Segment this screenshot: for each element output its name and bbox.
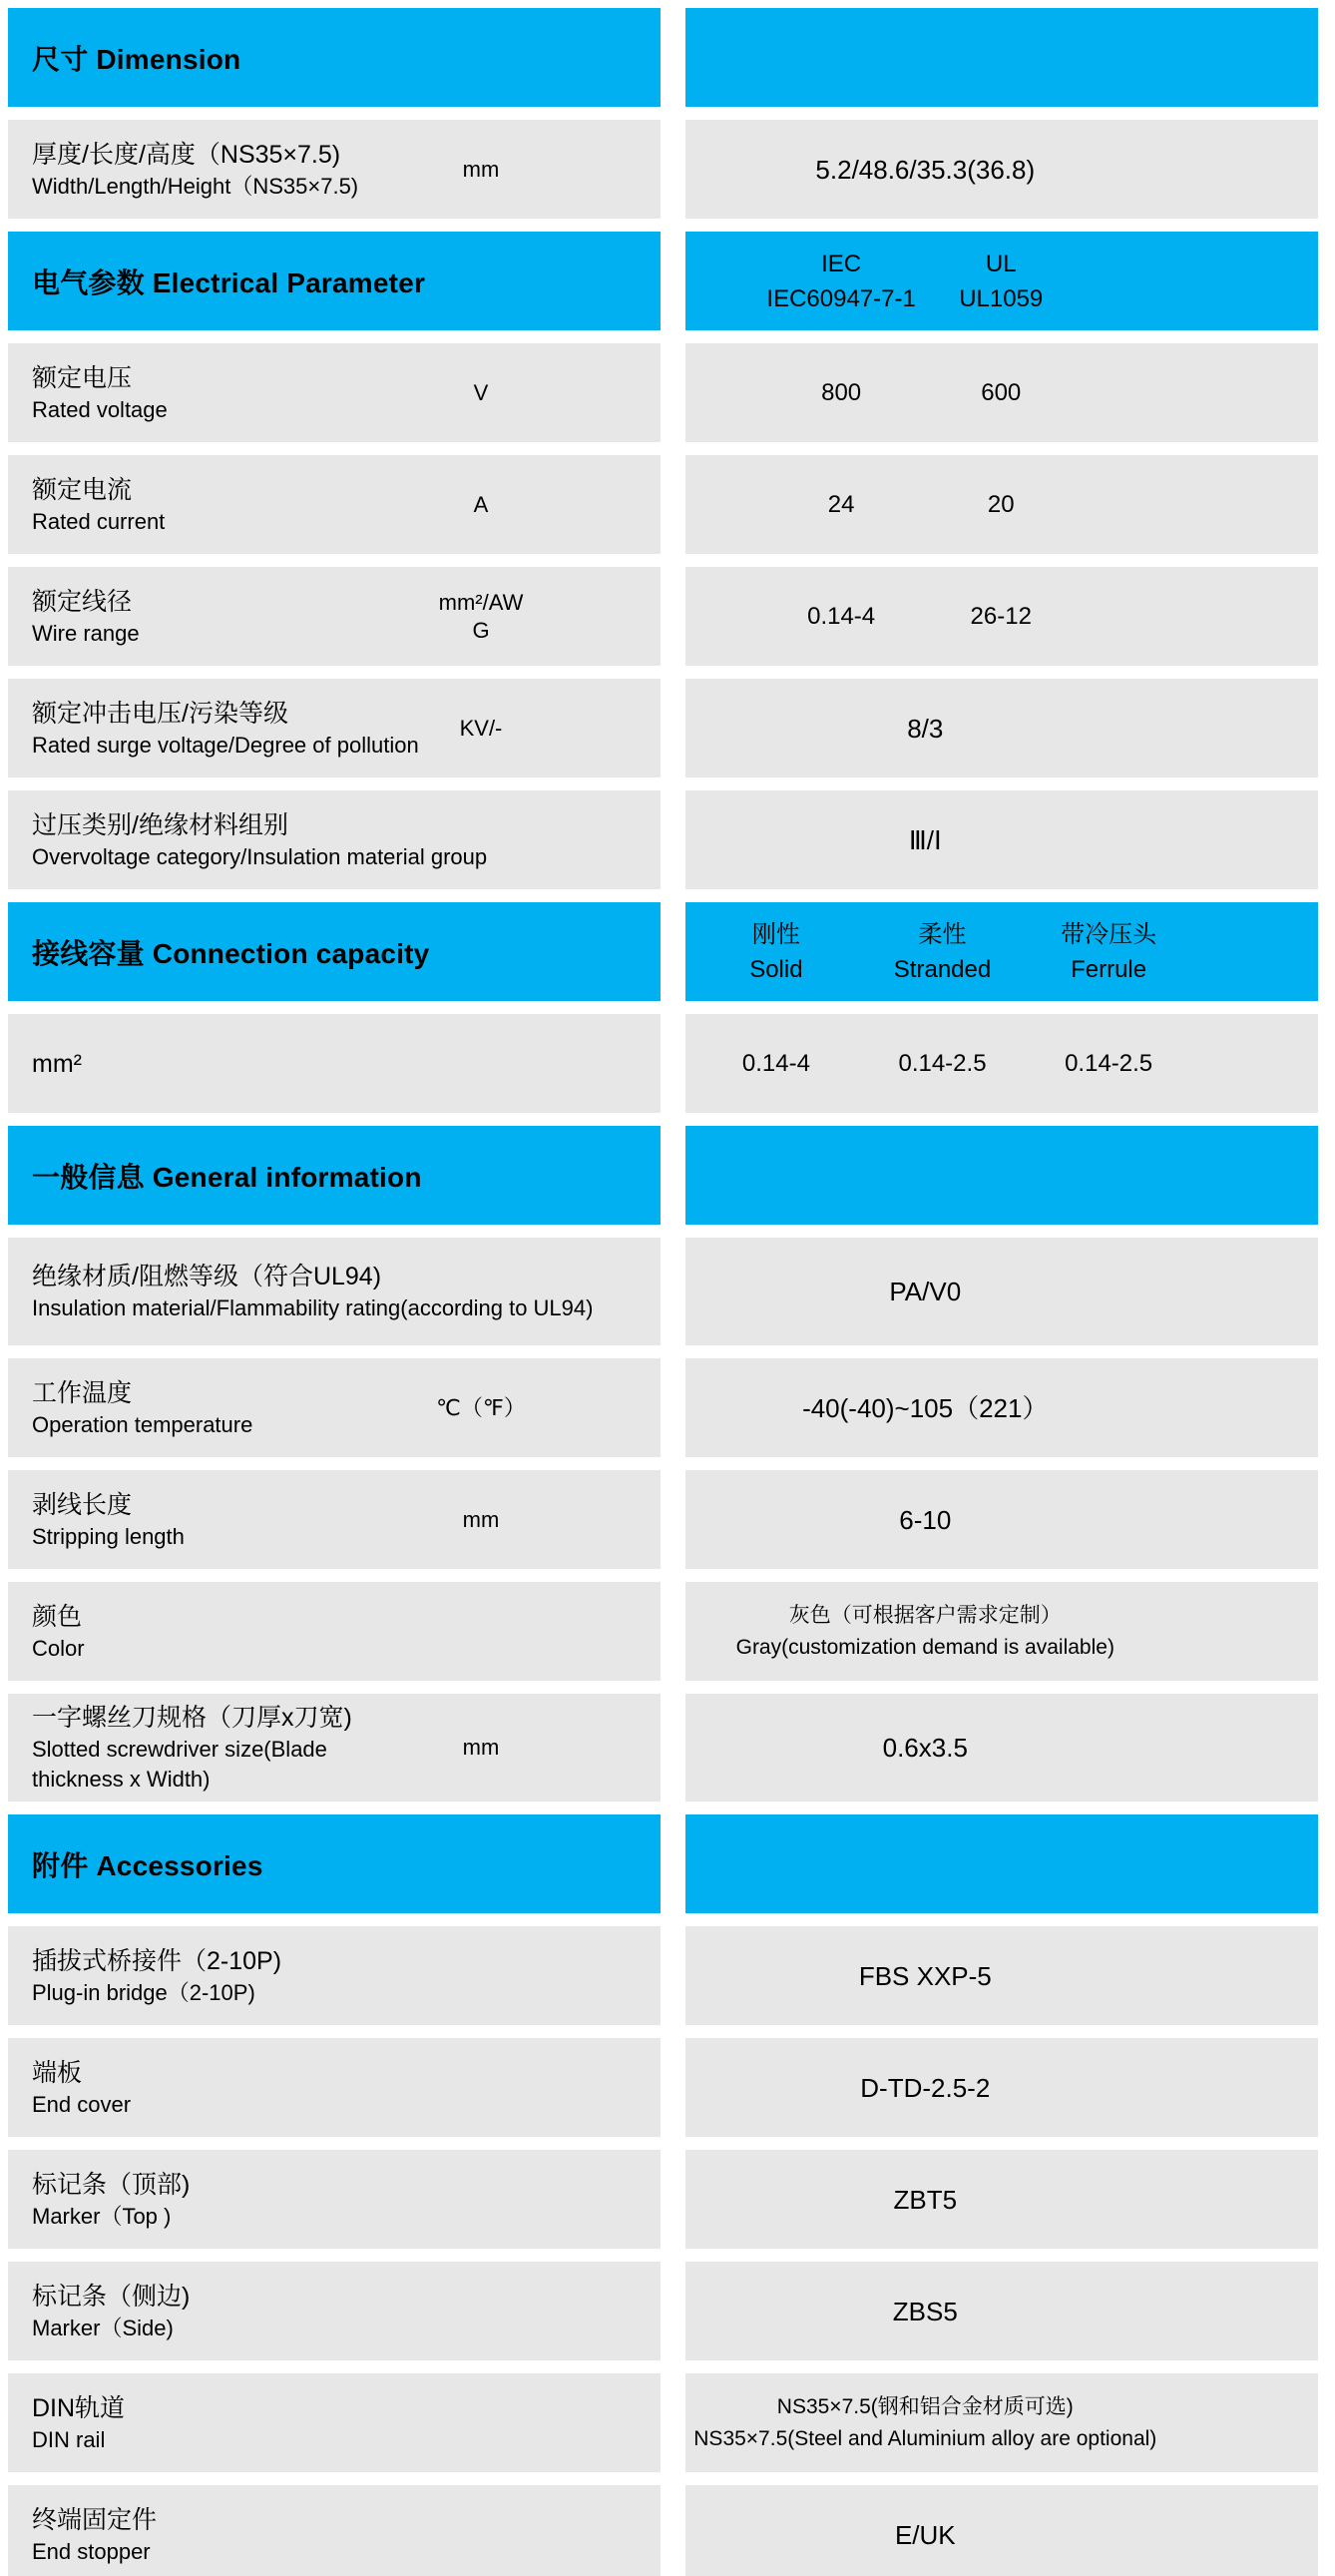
row-operation-temperature: [8, 1358, 1318, 1457]
row-marker-side: [8, 2262, 1318, 2360]
conductor-col-solid: [693, 917, 860, 987]
row-label: [8, 1600, 661, 1664]
row-label: [8, 2503, 661, 2567]
row-label: [8, 2056, 661, 2120]
label-en: Width/Length/Height（NS35×7.5): [32, 173, 359, 199]
standard-col-ul: [921, 247, 1081, 316]
section-header-general-information: [8, 1126, 1318, 1225]
standard-code: IEC60947-7-1: [766, 284, 916, 312]
section-header-spacer: [685, 8, 1318, 107]
value-text: E/UK: [894, 2519, 956, 2550]
value-line-en: NS35×7.5(Steel and Aluminium alloy are optional): [693, 2426, 1157, 2450]
row-label: [8, 2280, 661, 2343]
conductor-col-ferrule: [1026, 917, 1192, 987]
section-title: 附件 Accessories: [8, 1814, 661, 1913]
value-text: 0.6x3.5: [882, 1733, 968, 1763]
row-label: [8, 138, 431, 202]
value-text: 8/3: [907, 713, 944, 744]
row-end-cover: [8, 2038, 1318, 2137]
label-en: End stopper: [32, 2538, 151, 2564]
label-en: Rated current: [32, 508, 166, 534]
row-label: [8, 2168, 661, 2232]
value-text: PA/V0: [889, 1277, 962, 1306]
row-overvoltage-category: [8, 790, 1318, 889]
section-header-accessories: [8, 1814, 1318, 1913]
value-text: -40(-40)~105（221）: [802, 1392, 1049, 1423]
row-label: [8, 2391, 661, 2455]
value-text: D-TD-2.5-2: [860, 2072, 991, 2103]
row-label: [8, 585, 431, 649]
section-title: 尺寸 Dimension: [8, 8, 661, 107]
label-zh: 厚度/长度/高度（NS35×7.5): [32, 140, 341, 169]
label-en: Stripping length: [32, 1523, 185, 1549]
row-marker-top: [8, 2150, 1318, 2249]
value-text: Ⅲ/Ⅰ: [908, 824, 942, 855]
row-rated-voltage: [8, 343, 1318, 442]
value-line-en: Gray(customization demand is available): [735, 1635, 1114, 1659]
row-label: [8, 1488, 431, 1552]
label-zh: DIN轨道: [32, 2393, 126, 2422]
standard-col-iec: [761, 247, 921, 316]
label-zh: 额定冲击电压/污染等级: [32, 699, 288, 728]
value-ul: 26-12: [970, 602, 1032, 630]
label-en: Rated surge voltage/Degree of pollution: [32, 732, 419, 758]
label-zh: 插拔式桥接件（2-10P): [32, 1946, 282, 1975]
row-wire-range: [8, 567, 1318, 666]
section-title: 一般信息 General information: [8, 1126, 661, 1225]
row-rated-surge-voltage: [8, 679, 1318, 777]
value-line-zh: NS35×7.5(钢和铝合金材质可选): [776, 2394, 1074, 2418]
label-en: Marker（Side): [32, 2315, 174, 2340]
row-label: [8, 1701, 431, 1795]
row-label: [8, 1944, 661, 2008]
conductor-zh: 刚性: [751, 920, 800, 948]
unit-label: KV/-: [459, 715, 503, 741]
label-zh: 额定电流: [32, 475, 133, 504]
section-header-dimension: [8, 8, 1318, 107]
section-header-spacer: [685, 1126, 1318, 1225]
label-zh: 绝缘材质/阻燃等级（符合UL94): [32, 1263, 382, 1290]
unit-label: mm: [462, 1506, 500, 1532]
conductor-type-columns: [685, 917, 1318, 987]
section-header-connection-capacity: [8, 902, 1318, 1001]
label-zh: 终端固定件: [32, 2505, 158, 2534]
label-en: End cover: [32, 2091, 132, 2117]
label-en: Insulation material/Flammability rating(according to UL94): [32, 1295, 594, 1320]
label-zh: 额定电压: [32, 363, 133, 392]
section-header-spacer: [685, 1814, 1318, 1913]
value-text: [685, 2391, 1165, 2455]
conductor-zh: 柔性: [918, 920, 967, 948]
unit-label: V: [473, 379, 489, 405]
row-width-length-height: [8, 120, 1318, 219]
section-title: 接线容量 Connection capacity: [8, 902, 661, 1001]
unit-label: mm: [462, 1735, 500, 1760]
row-label: [8, 697, 431, 761]
value-text: [685, 1600, 1165, 1664]
value-line-zh: 灰色（可根据客户需求定制）: [788, 1603, 1062, 1627]
standard-name: UL: [985, 250, 1017, 277]
section-header-electrical-parameter: [8, 232, 1318, 330]
unit-label: A: [473, 491, 489, 517]
row-stripping-length: [8, 1470, 1318, 1569]
row-plug-in-bridge: [8, 1926, 1318, 2025]
row-color: [8, 1582, 1318, 1681]
row-connection-capacity-mm2: [8, 1014, 1318, 1113]
value-solid: 0.14-4: [741, 1049, 810, 1077]
standard-name: IEC: [821, 250, 862, 277]
label-en: Overvoltage category/Insulation material group: [32, 843, 488, 869]
label-en: DIN rail: [32, 2426, 106, 2452]
standards-columns: [685, 247, 1318, 316]
label-zh: mm²: [32, 1049, 82, 1078]
row-label: [8, 361, 431, 425]
value-iec: 0.14-4: [807, 602, 876, 630]
value-text: ZBS5: [892, 2296, 958, 2326]
label-en: Wire range: [32, 620, 140, 646]
label-en: Plug-in bridge（2-10P): [32, 1979, 255, 2005]
standard-code: UL1059: [959, 284, 1044, 312]
value-ul: 600: [981, 378, 1022, 406]
label-zh: 标记条（顶部): [32, 2170, 191, 2199]
row-rated-current: [8, 455, 1318, 554]
conductor-en: Ferrule: [1071, 955, 1147, 983]
row-label: [8, 1376, 431, 1440]
label-en: Marker（Top ): [32, 2203, 172, 2229]
label-en: Rated voltage: [32, 396, 168, 422]
value-text: ZBT5: [893, 2184, 958, 2215]
row-label: [8, 808, 661, 872]
row-screwdriver-size: [8, 1694, 1318, 1802]
conductor-col-stranded: [859, 917, 1026, 987]
label-zh: 标记条（侧边): [32, 2282, 191, 2311]
unit-label: mm²/AWG: [438, 589, 524, 643]
row-insulation-material: [8, 1238, 1318, 1345]
value-ferrule: 0.14-2.5: [1065, 1049, 1153, 1077]
value-text: 6-10: [899, 1504, 952, 1535]
value-iec: 24: [827, 490, 855, 518]
label-zh: 颜色: [32, 1602, 83, 1631]
label-en: Slotted screwdriver size(Blade thickness x Width): [32, 1737, 327, 1792]
value-text: 5.2/48.6/35.3(36.8): [815, 154, 1036, 185]
conductor-en: Stranded: [893, 955, 992, 983]
value-iec: 800: [821, 378, 862, 406]
section-title: 电气参数 Electrical Parameter: [8, 232, 661, 330]
label-zh: 端板: [32, 2058, 83, 2087]
unit-label: ℃（℉）: [436, 1394, 526, 1420]
label-zh: 工作温度: [32, 1378, 133, 1407]
conductor-en: Solid: [749, 955, 803, 983]
label-zh: 额定线径: [32, 587, 133, 616]
label-en: Operation temperature: [32, 1411, 253, 1437]
label-zh: 过压类别/绝缘材料组别: [32, 810, 288, 839]
row-label: [8, 1047, 661, 1081]
conductor-zh: 带冷压头: [1061, 920, 1157, 948]
label-zh: 一字螺丝刀规格（刀厚x刀宽): [32, 1704, 352, 1732]
value-text: FBS XXP-5: [858, 1960, 992, 1991]
value-ul: 20: [987, 490, 1015, 518]
unit-label: mm: [462, 156, 500, 182]
row-din-rail: [8, 2373, 1318, 2472]
value-stranded: 0.14-2.5: [898, 1049, 987, 1077]
label-zh: 剥线长度: [32, 1490, 133, 1519]
row-label: [8, 473, 431, 537]
row-label: [8, 1260, 623, 1323]
label-en: Color: [32, 1635, 85, 1661]
row-end-stopper: [8, 2485, 1318, 2576]
